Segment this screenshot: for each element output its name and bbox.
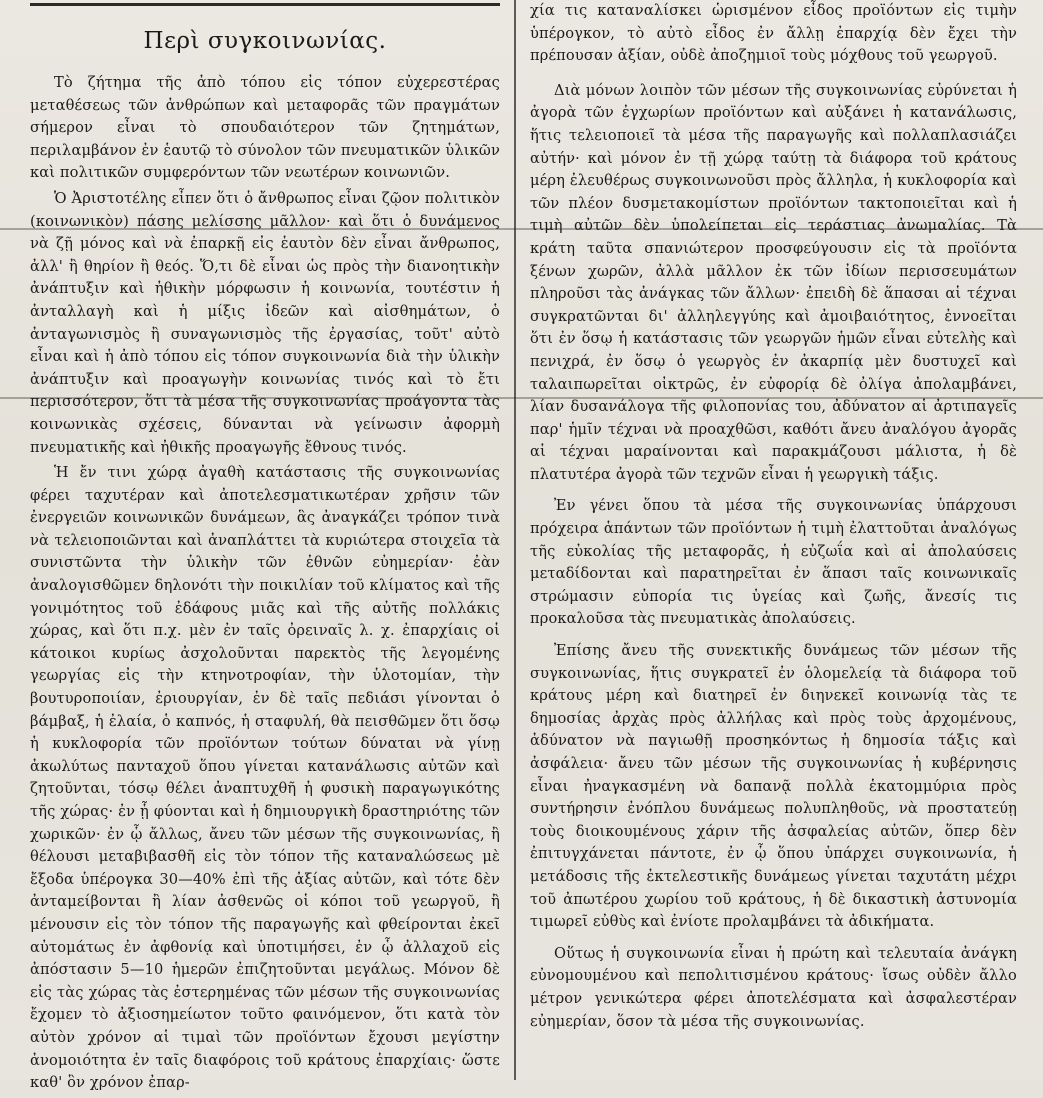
paragraph: Ἡ ἔν τινι χώρᾳ ἀγαθὴ κατάστασις τῆς συγκοινωνίας φέρει ταχυτέραν καὶ ἀποτελεσματικωτέραν χρῆσιν τῶν ἐνεργειῶν κοινωνικῶν δυνάμεων, ἃς ἀναγκάζει τρόπον τινὰ νὰ τελειοποιῶνται καὶ ἀναπλάττει τὰ κυριώτερα στοιχεῖα τὰ συνιστῶντα τὴν ὑλικὴν τῶν ἐθνῶν εὐημερίαν· ἐὰν ἀναλογισθῶμεν δηλονότι τὴν ποικιλίαν τοῦ κλίματος καὶ τῆς γονιμότητος τοῦ ἐδάφους μιᾶς καὶ τῆς αὐτῆς πολλάκις χώρας, καὶ ὅτι π.χ. μὲν ἐν ταῖς ὀρειναῖς λ. χ. ἐπαρχίαις οἱ κάτοικοι κυρίως ἀσχολοῦνται παρεκτὸς τῆς λεγομένης γεωργίας εἰς τὴν κτηνοτροφίαν, τὴν ὑλοτομίαν, τὴν βουτυροποιίαν, ἐριουργίαν, ἐν δὲ ταῖς πεδιάσι γίνονται ὁ βάμβαξ, ἡ ἐλαία, ὁ καπνός, ἡ σταφυλή, θὰ πεισθῶμεν ὅτι ὅσῳ ἡ κυκλοφορία τῶν προϊόντων τούτων δύναται νὰ γίνῃ ἀκωλύτως πανταχοῦ ὅπου γίνεται κατανάλωσις αὐτῶν καὶ ζητοῦνται, τόσῳ θέλει ἀναπτυχθῆ ἡ φυσικὴ παραγωγικότης τῆς χώρας· ἐν ᾗ φύονται καὶ ἡ δημιουργικὴ δραστηριότης τῶν χωρικῶν· ἐν ᾧ ἄλλως, ἄνευ τῶν μέσων τῆς συγκοινωνίας, ἢ θέλουσι μεταβιβασθῆ εἰς τὸν τόπον τῆς καταναλώσεως μὲ ἔξοδα ὑπέρογκα 30—40% ἐπὶ τῆς ἀξίας αὐτῶν, καὶ τότε δὲν ἀνταμείβονται ἢ λίαν ἀσθενῶς οἱ κόποι τοῦ γεωργοῦ, ἢ μένουσιν εἰς τὸν τόπον τῆς παραγωγῆς καὶ φθείρονται ἐκεῖ αὐτομάτως ἐν ἀφθονίᾳ καὶ ὑποτιμήσει, ἐν ᾧ ἀλλαχοῦ εἰς ἀπόστασιν 5—10 ἡμερῶν ἐπιζητοῦνται μεγάλως. Μόνον δὲ εἰς τὰς χώρας τὰς ἐστερημένας τῶν μέσων τῆς συγκοινωνίας ἔχομεν τὸ ἀξιοσημείωτον τοῦτο φαινόμενον, ὅτι κατὰ τὸν αὐτὸν χρόνον αἱ τιμαὶ τῶν προϊόντων ἔχουσι μεγίστην ἀνομοιότητα ἐν ταῖς διαφόροις τοῦ κράτους ἐπαρχίαις· ὥστε καθ' ὃν χρόνον ἐπαρ- — [30, 464, 500, 1092]
paragraph: Διὰ μόνων λοιπὸν τῶν μέσων τῆς συγκοινωνίας εὐρύνεται ἡ ἀγορὰ τῶν ἐγχωρίων προϊόντων καὶ αὐξάνει ἡ κατανάλωσις, ἥτις τελειοποιεῖ τὰ μέσα τῆς παραγωγῆς καὶ πολλαπλασιάζει αὐτήν· καὶ μόνον ἐν τῇ χώρᾳ ταύτῃ τὰ διάφορα τοῦ κράτους μέρη ἐλευθέρως συγκοινωνοῦσι πρὸς ἄλληλα, ἡ κυκλοφορία καὶ τῶν πλέον δυσμετακομίστων προϊόντων τακτοποιεῖται καὶ ἡ τιμὴ αὐτῶν δὲν ὑπολείπεται εἰς τεράστιας ἀνωμαλίας. Τὰ κράτη ταῦτα σπανιώτερον προσφεύγουσιν εἰς τὰ προϊόντα ξένων χωρῶν, ἀλλὰ μᾶλλον ἐκ τῶν ἰδίων περισσευμάτων πληροῦσι τὰς ἀνάγκας τῶν ἄλλων· ἐπειδὴ δὲ ἅπασαι αἱ τέχναι συγκρατῶνται δι' ἀλληλεγγύης καὶ ἀμοιβαιότητος, ἐννοεῖται ὅτι ἐν ὅσῳ ἡ κατάστασις τῶν γεωργῶν ἡμῶν εἶναι εὐτελὴς καὶ πενιχρά, ἐν ὅσῳ ὁ γεωργὸς ἐν ἀκαρπίᾳ μὲν δυστυχεῖ καὶ ταλαιπωρεῖται οἰκτρῶς, ἐν εὐφορίᾳ δὲ ὀλίγα ἀπολαμβάνει, λίαν δυσανάλογα τῆς φιλοπονίας του, ἀδύνατον αἱ ἀρτιπαγεῖς παρ' ἡμῖν τέχναι νὰ προαχθῶσι, καθότι ἄνευ ἀναλόγου ἀγορᾶς αἱ τέχναι μαραίνονται καὶ παρακμάζουσι μάλιστα, ἡ δὲ πλατυτέρα ἀγορὰ τῶν τεχνῶν εἶναι ἡ γεωργικὴ τάξις. — [530, 81, 1017, 483]
paragraph: Ἐν γένει ὅπου τὰ μέσα τῆς συγκοινωνίας ὑπάρχουσι πρόχειρα ἁπάντων τῶν προϊόντων ἡ τιμὴ ἐλαττοῦται ἀναλόγως τῆς εὐκολίας τῆς μεταφορᾶς, ἡ εὐζωΐα καὶ αἱ ἀπολαύσεις μεταδίδονται καὶ παρατηρεῖται ἐν ἅπασι ταῖς κοινωνικαῖς στρώμασιν εὐπορία τις ὑγείας καὶ ζωῆς, ἄνεσίς τις προκαλοῦσα τὰς πνευματικὰς ἀπολαύσεις. — [530, 497, 1017, 628]
paragraph: Τὸ ζήτημα τῆς ἀπὸ τόπου εἰς τόπον εὐχερεστέρας μεταθέσεως τῶν ἀνθρώπων καὶ μεταφορᾶς τῶν πραγμάτων σήμερον εἶναι τὸ σπουδαιότερον τῶν ζητημάτων, περιλαμβάνον ἐν ἑαυτῷ τὸ σύνολον τῶν πνευματικῶν ὑλικῶν καὶ πολιτικῶν συμφερόντων τῶν νεωτέρων κοινωνιῶν. — [30, 74, 500, 182]
left-column — [30, 0, 500, 1098]
article-title: Περὶ συγκοινωνίας. — [143, 28, 387, 54]
paragraph: χία τις καταναλίσκει ὡρισμένον εἶδος προϊόντων εἰς τιμὴν ὑπέρογκον, τὸ αὐτὸ εἶδος ἐν ἄλλῃ ἐπαρχίᾳ δὲν ἔχει τὴν πρέπουσαν ἀξίαν, οὐδὲ ἀποζημιοῖ τοὺς μόχθους τοῦ γεωργοῦ. — [530, 2, 1017, 65]
column-rule — [514, 0, 516, 1080]
paragraph: Ὁ Ἀριστοτέλης εἶπεν ὅτι ὁ ἄνθρωπος εἶναι ζῷον πολιτικὸν (κοινωνικὸν) πάσης μελίσσης μᾶλλον· καὶ ὅτι ὁ δυνάμενος νὰ ζῇ μόνος καὶ νὰ ἐπαρκῇ εἰς ἑαυτὸν δὲν εἶναι ἄνθρωπος, ἀλλ' ἢ θηρίον ἢ θεός. Ὅ,τι δὲ εἶναι ὡς πρὸς τὴν διανοητικὴν ἀνάπτυξιν καὶ ἠθικὴν μόρφωσιν ἡ κοινωνία, τουτέστιν ἡ ἀνταλλαγὴ καὶ ἡ μίξις ἰδεῶν καὶ αἰσθημάτων, ὁ ἀνταγωνισμὸς ἢ συναγωνισμὸς τῆς ἐργασίας, τοῦτ' αὐτὸ εἶναι καὶ ἡ ἀπὸ τόπου εἰς τόπον συγκοινωνία διὰ τὴν ὑλικὴν ἀνάπτυξιν καὶ προαγωγὴν κοινωνίας τινός καὶ τὸ ἔτι περισσότερον, ὅτι τὰ μέσα τῆς συγκοινωνίας προάγοντα τὰς κοινωνικὰς σχέσεις, δύνανται νὰ γείνωσιν ἀφορμὴ πνευματικῆς καὶ ἠθικῆς προαγωγῆς ἔθνους τινός. — [30, 189, 500, 456]
right-column — [530, 0, 1017, 1042]
paragraph: Ἐπίσης ἄνευ τῆς συνεκτικῆς δυνάμεως τῶν μέσων τῆς συγκοινωνίας, ἥτις συγκρατεῖ ἐν ὁλομελείᾳ τὰ διάφορα τοῦ κράτους μέρη καὶ διατηρεῖ ἐν διηνεκεῖ κοινωνίᾳ τὰς τε δημοσίας ἀρχὰς πρὸς ἀλλήλας καὶ πρὸς τοὺς ἀρχομένους, ἀδύνατον νὰ παγιωθῇ προσηκόντως ἡ δημοσία τάξις καὶ ἀσφάλεια· ἄνευ τῶν μέσων τῆς συγκοινωνίας ἡ κυβέρνησις εἶναι ἠναγκασμένη νὰ δαπανᾷ πολλὰ ἑκατομμύρια πρὸς συντήρησιν ἐνόπλου δυνάμεως πολυπληθοῦς, νὰ προστατεύῃ τοὺς διοικουμένους χάριν τῆς ἀσφαλείας αὐτῶν, ὅπερ δὲν ἐπιτυγχάνεται πάντοτε, ἐν ᾧ ὅπου ὑπάρχει συγκοινωνία, ἡ μετάδοσις τῆς ἐκτελεστικῆς δυνάμεως γίνεται ταχυτάτη μέχρι τοῦ ἀπωτέρου χωρίου τοῦ κράτους, ἡ δὲ δικαστικὴ ἀστυνομία τιμωρεῖ εὐθὺς καὶ ἐνίοτε προλαμβάνει τὰ ἀδικήματα. — [530, 642, 1017, 931]
paragraph: Οὕτως ἡ συγκοινωνία εἶναι ἡ πρώτη καὶ τελευταία ἀνάγκη εὐνομουμένου καὶ πεπολιτισμένου κράτους· ἴσως οὐδὲν ἄλλο μέτρον γενικώτερα φέρει ἀποτελέσματα καὶ ἀσφαλεστέραν εὐημερίαν, ὅσον τὰ μέσα τῆς συγκοινωνίας. — [530, 944, 1017, 1030]
